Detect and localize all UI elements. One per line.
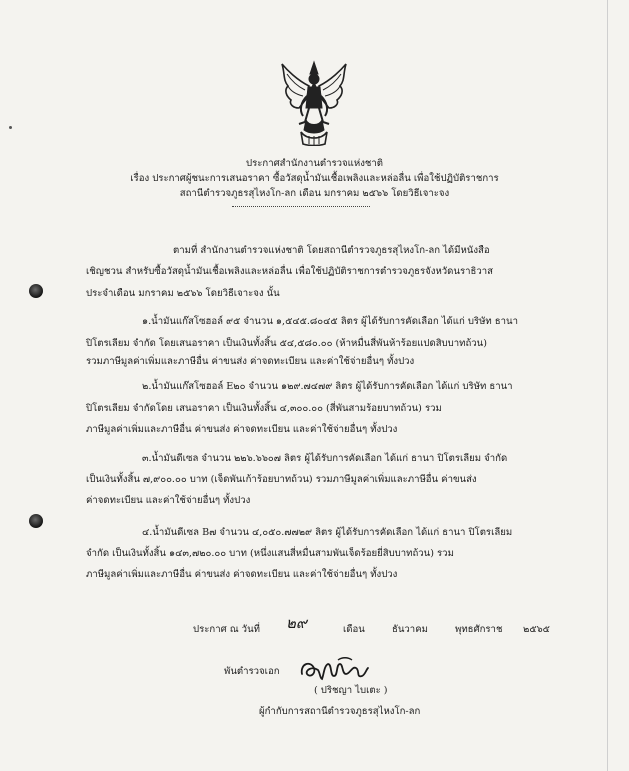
item-line: ๑.น้ำมันแก๊สโซฮอล์ ๙๕ จำนวน ๑,๕๔๕.๘๐๔๕ ลิตร ผู้ได้รับการคัดเลือก ได้แก่ บริษัท ธานา: [142, 316, 518, 327]
garuda-emblem-icon: [279, 60, 349, 146]
punch-hole-bottom: [29, 514, 43, 528]
signer-rank: พันตำรวจเอก: [224, 666, 280, 677]
item-line: ภาษีมูลค่าเพิ่มและภาษีอื่น ค่าขนส่ง ค่าจดทะเบียน และค่าใช้จ่ายอื่นๆ ทั้งปวง: [86, 424, 398, 435]
intro-line: ประจำเดือน มกราคม ๒๕๖๖ โดยวิธีเจาะจง นั้น: [86, 288, 280, 299]
item-line: ๒.น้ำมันแก๊สโซฮอล์ E๒๐ จำนวน ๑๒๙.๗๔๗๙ ลิตร ผู้ได้รับการคัดเลือก ได้แก่ บริษัท ธานา: [142, 381, 513, 392]
document-title: ประกาศสำนักงานตำรวจแห่งชาติ: [245, 158, 384, 169]
item-line: เป็นเงินทั้งสิ้น ๗,๙๐๐.๐๐ บาท (เจ็ดพันเก้าร้อยบาทถ้วน) รวมภาษีมูลค่าเพิ่มและภาษีอื่น ค่าขนส่ง: [86, 474, 477, 485]
page-edge-line: [607, 0, 608, 771]
item-line: ภาษีมูลค่าเพิ่มและภาษีอื่น ค่าขนส่ง ค่าจดทะเบียน และค่าใช้จ่ายอื่นๆ ทั้งปวง: [86, 569, 398, 580]
item-line: ๓.น้ำมันดีเซล จำนวน ๒๒๖.๖๖๐๗ ลิตร ผู้ได้รับการคัดเลือก ได้แก่ ธานา ปิโตรเลียม จำกัด: [142, 453, 508, 464]
announce-day: ๒๙: [286, 614, 307, 632]
item-line: ปิโตรเลียม จำกัดโดย เสนอราคา เป็นเงินทั้งสิ้น ๔,๓๐๐.๐๐ (สี่พันสามร้อยบาทถ้วน) รวม: [86, 403, 442, 414]
signer-name: ( ปริชญา ไบเตะ ): [314, 685, 388, 696]
item-line: ปิโตรเลียม จำกัด โดยเสนอราคา เป็นเงินทั้งสิ้น ๕๔,๕๘๐.๐๐ (ห้าหมื่นสี่พันห้าร้อยแปดสิบบาทถ้วน): [86, 338, 487, 349]
item-line: จำกัด เป็นเงินทั้งสิ้น ๑๔๓,๗๒๐.๐๐ บาท (หนึ่งแสนสี่หมื่นสามพันเจ็ดร้อยยี่สิบบาทถ้วน) รวม: [86, 548, 454, 559]
month-label: เดือน: [343, 624, 365, 635]
item-line: ๔.น้ำมันดีเซล B๗ จำนวน ๔,๐๕๐.๗๗๒๙ ลิตร ผู้ได้รับการคัดเลือก ได้แก่ ธานา ปิโตรเลียม: [142, 527, 513, 538]
year-label: พุทธศักราช: [455, 624, 503, 635]
corner-mark: [9, 126, 12, 129]
item-line: ค่าจดทะเบียน และค่าใช้จ่ายอื่นๆ ทั้งปวง: [86, 495, 251, 506]
subject-line-1: เรื่อง ประกาศผู้ชนะการเสนอราคา ซื้อวัสดุน้ำมันเชื้อเพลิงและหล่อลื่น เพื่อใช้ปฏิบัติราชการ: [130, 173, 499, 184]
intro-line: ตามที่ สำนักงานตำรวจแห่งชาติ โดยสถานีตำรวจภูธรสุไหงโก-ลก ได้มีหนังสือ: [173, 245, 490, 256]
subject-line-2: สถานีตำรวจภูธรสุไหงโก-ลก เดือน มกราคม ๒๕๖๖ โดยวิธีเจาะจง: [179, 188, 450, 199]
announce-month: ธันวาคม: [392, 624, 428, 635]
punch-hole-top: [29, 284, 43, 298]
intro-line: เชิญชวน สำหรับซื้อวัสดุน้ำมันเชื้อเพลิงและหล่อลื่น เพื่อใช้ปฏิบัติราชการตำรวจภูธรจังหวัดนราธิวาส: [86, 266, 493, 277]
dotted-separator: [232, 206, 370, 207]
signer-position: ผู้กำกับการสถานีตำรวจภูธรสุไหงโก-ลก: [259, 706, 421, 717]
handwritten-signature: [298, 654, 370, 684]
announce-year: ๒๕๖๕: [523, 624, 550, 635]
announce-prefix: ประกาศ ณ วันที่: [193, 624, 260, 635]
item-line: รวมภาษีมูลค่าเพิ่มและภาษีอื่น ค่าขนส่ง ค่าจดทะเบียน และค่าใช้จ่ายอื่นๆ ทั้งปวง: [86, 356, 415, 367]
